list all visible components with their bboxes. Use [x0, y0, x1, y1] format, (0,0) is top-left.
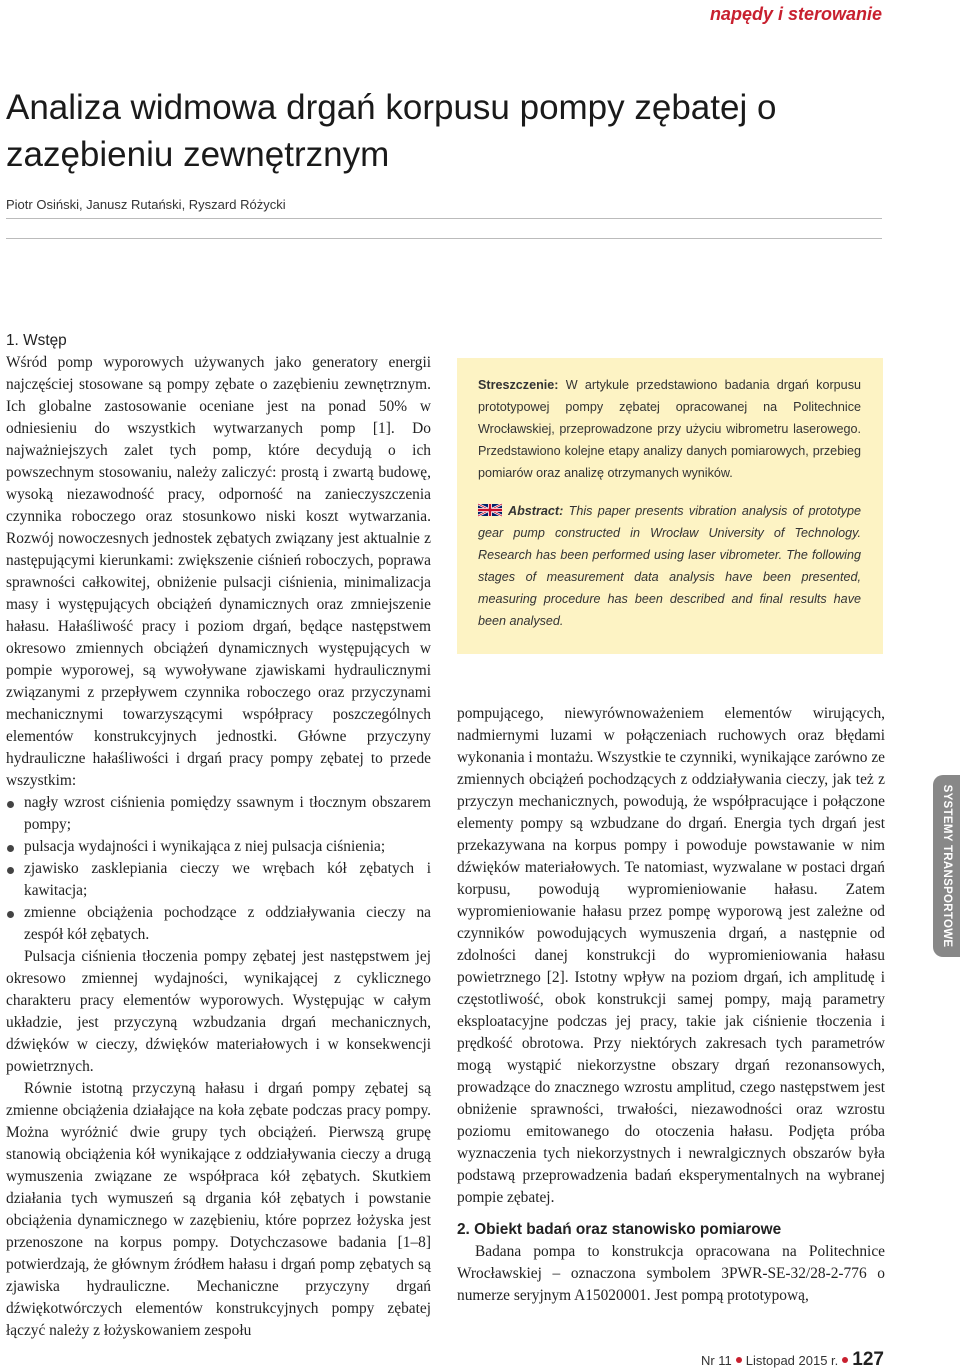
- abstract-english: [478, 500, 861, 632]
- page-number: 127: [852, 1349, 884, 1370]
- section-tag: napędy i sterowanie: [709, 4, 882, 24]
- bullet-icon: [7, 867, 14, 874]
- list-item: nagły wzrost ciśnienia pomiędzy ssawnym i tłocznym obszarem pompy;: [6, 792, 431, 836]
- abstract-text: W artykule przedstawiono badania drgań korpusu prototypowej pompy zębatej opracowanej na Politechnice Wrocławskiej, przeprowadzone przy użyciu wibrometru laserowego. Przedstawiono kolejne etapy analizy danych pomiarowych, przebieg pomiarów oraz analizę otrzymanych wyników.: [478, 378, 861, 480]
- page-footer: [701, 1349, 884, 1371]
- abstract-label: Streszczenie:: [478, 378, 559, 392]
- separator-dot-icon: [736, 1357, 742, 1363]
- uk-flag-icon: [478, 503, 502, 517]
- left-column: [6, 330, 431, 1342]
- right-column: [457, 703, 885, 1307]
- list-item: zjawisko zasklepiania cieczy we wrębach kół zębatych i kawitacja;: [6, 858, 431, 902]
- bullet-icon: [7, 801, 14, 808]
- paragraph: Badana pompa to konstrukcja opracowana na Politechnice Wrocławskiej – oznaczona symbolem 3PWR-SE-32/28-2-776 o numerze seryjnym A15020001. Jest pompą prototypową,: [457, 1243, 885, 1304]
- bullet-list: [6, 792, 431, 946]
- article-title: Analiza widmowa drgań korpusu pompy zębatej o zazębieniu zewnętrznym: [6, 88, 777, 174]
- bullet-icon: [7, 845, 14, 852]
- list-item: pulsacja wydajności i wynikająca z niej pulsacja ciśnienia;: [6, 836, 431, 858]
- section-heading-object: 2. Obiekt badań oraz stanowisko pomiarowe: [457, 1221, 782, 1238]
- divider: [6, 238, 882, 239]
- list-item: zmienne obciążenia pochodzące z oddziaływania cieczy na zespół kół zębatych.: [6, 902, 431, 946]
- separator-dot-icon: [842, 1357, 848, 1363]
- abstract-polish: [478, 374, 861, 484]
- abstract-label: Abstract:: [508, 504, 564, 518]
- paragraph: Wśród pomp wyporowych używanych jako generatory energii najczęściej stosowane są pompy zębate o zazębieniu zewnętrznym. Ich globalne zastosowanie oceniane jest na ponad 50% w odniesieniu do wszystkich wytwarzanych pomp [1]. Do najważniejszych zalet tych pomp, które decydują o ich powszechnym stosowaniu, należy zaliczyć: prostą i zwartą budowę, wysoką niezawodność pracy, odporność na zanieczyszczenia czynnika roboczego oraz stosunkowo niski koszt wytwarzania. Rozwój nowoczesnych jednostek zębatych związany jest aktualnie z następującymi kierunkami: zwiększenie ciśnień roboczych, poprawa sprawności całkowitej, obniżenie pulsacji ciśnienia, minimalizacja masy i występujących obciążeń dynamicznych oraz zmniejszenie hałasu. Hałaśliwość pracy i poziom drgań, będące następstwem okresowo zmiennych obciążeń dynamicznych występujących w pompie wyporowej, są wywoływane zjawiskami hydraulicznymi związanymi z przepływem czynnika roboczego oraz przyczynami mechanicznymi towarzyszącymi współpracy poszczególnych elementów konstrukcyjnych jednostki. Główne przyczyny hydrauliczne hałaśliwości i drgań pracy pompy zębatej to przede wszystkim:: [6, 354, 431, 789]
- section-sidebar-tab: [933, 775, 960, 957]
- paragraph: Pulsacja ciśnienia tłoczenia pompy zębatej jest następstwem jej okresowo zmiennej wydajności, wynikającej z cyklicznego charakteru pracy elementów wyporowych. Występując w całym układzie, jest przyczyną wzbudzania drgań mechanicznych, dźwięków w cieczy, dźwięków materiałowych i w konsekwencji powietrznych.: [6, 948, 431, 1075]
- section-heading-intro: 1. Wstęp: [6, 332, 67, 349]
- divider: [6, 218, 882, 219]
- abstract-text: This paper presents vibration analysis of prototype gear pump constructed in Wrocław University of Technology. Research has been performed using laser vibrometer. The following stages of measurement data analysis have been presented, measuring procedure has been described and final results have been analysed.: [478, 504, 861, 628]
- sidebar-label: SYSTEMY TRANSPORTOWE: [940, 784, 953, 948]
- bullet-icon: [7, 911, 14, 918]
- issue-number: Nr 11: [700, 1353, 732, 1368]
- issue-date: Listopad 2015 r.: [745, 1353, 839, 1368]
- paragraph: Równie istotną przyczyną hałasu i drgań pompy zębatej są zmienne obciążenia działające na koła zębate podczas pracy pompy. Można wyróżnić dwie grupy tych obciążeń. Pierwszą grupę stanowią obciążenia kół wynikające z oddziaływania cieczy a drugą wymuszenia związane ze współpraca kół zębatych. Skutkiem działania tych wymuszeń są drgania kół zębatych i powstanie obciążenia dynamicznego w zazębieniu, które poprzez łożyska jest przenoszone na korpus pompy. Dotychczasowe badania [1–8] potwierdzają, że głównym źródłem hałasu i drgań pomp zębatych są zjawiska hydrauliczne. Mechaniczne przyczyny drgań dźwiękotwórczych elementów konstrukcyjnych pompy zębatej łączyć należy z łożyskowaniem zespołu: [6, 1080, 431, 1339]
- abstract-box: [457, 358, 883, 654]
- article-authors: Piotr Osiński, Janusz Rutański, Ryszard Różycki: [6, 197, 286, 212]
- paragraph: pompującego, niewyrównoważeniem elementów wirujących, nadmiernymi luzami w połączeniach ruchowych oraz błędami wykonania i montażu. Wszystkie te czynniki, wynikające zarówno ze zmiennych obciążeń pochodzących z oddziaływania cieczy, jak też z przyczyn mechanicznych, powodują, że współpracujące i połączone elementy pompy są wzbudzane do drgań. Energia tych drgań jest przekazywana na korpus pompy i powoduje powstawanie w nim dźwięków materiałowych. Te natomiast, wyzwalane w postaci drgań korpusu, powodują wypromieniowanie hałasu. Zatem wypromieniowanie hałasu przez pompę wyporową jest zależne od czynników powodujących wymuszenia drgań, a następnie od zdolności danej konstrukcji do wypromieniowania hałasu powietrznego [2]. Istotny wpływ na poziom drgań, ich amplitudę i częstotliwość, obok konstrukcji samej pompy, mają parametry eksploatacyjne podczas jej pracy, takie jak ciśnienie tłoczenia i prędkość obrotowa. Przy niektórych zakresach tych parametrów mogą wystąpić niekorzystne obszary drgań rezonansowych, prowadzące do znacznego wzrostu amplitud, czego następstwem jest obniżenie sprawności, trwałości, niezawodności oraz wzrostu poziomu emitowanego do otoczenia hałasu. Podjęta próba wyznaczenia tych niekorzystnych i newralgicznych obszarów była podstawą przeprowadzenia badań eksperymentalnych na wybranej pompie zębatej.: [457, 705, 885, 1206]
